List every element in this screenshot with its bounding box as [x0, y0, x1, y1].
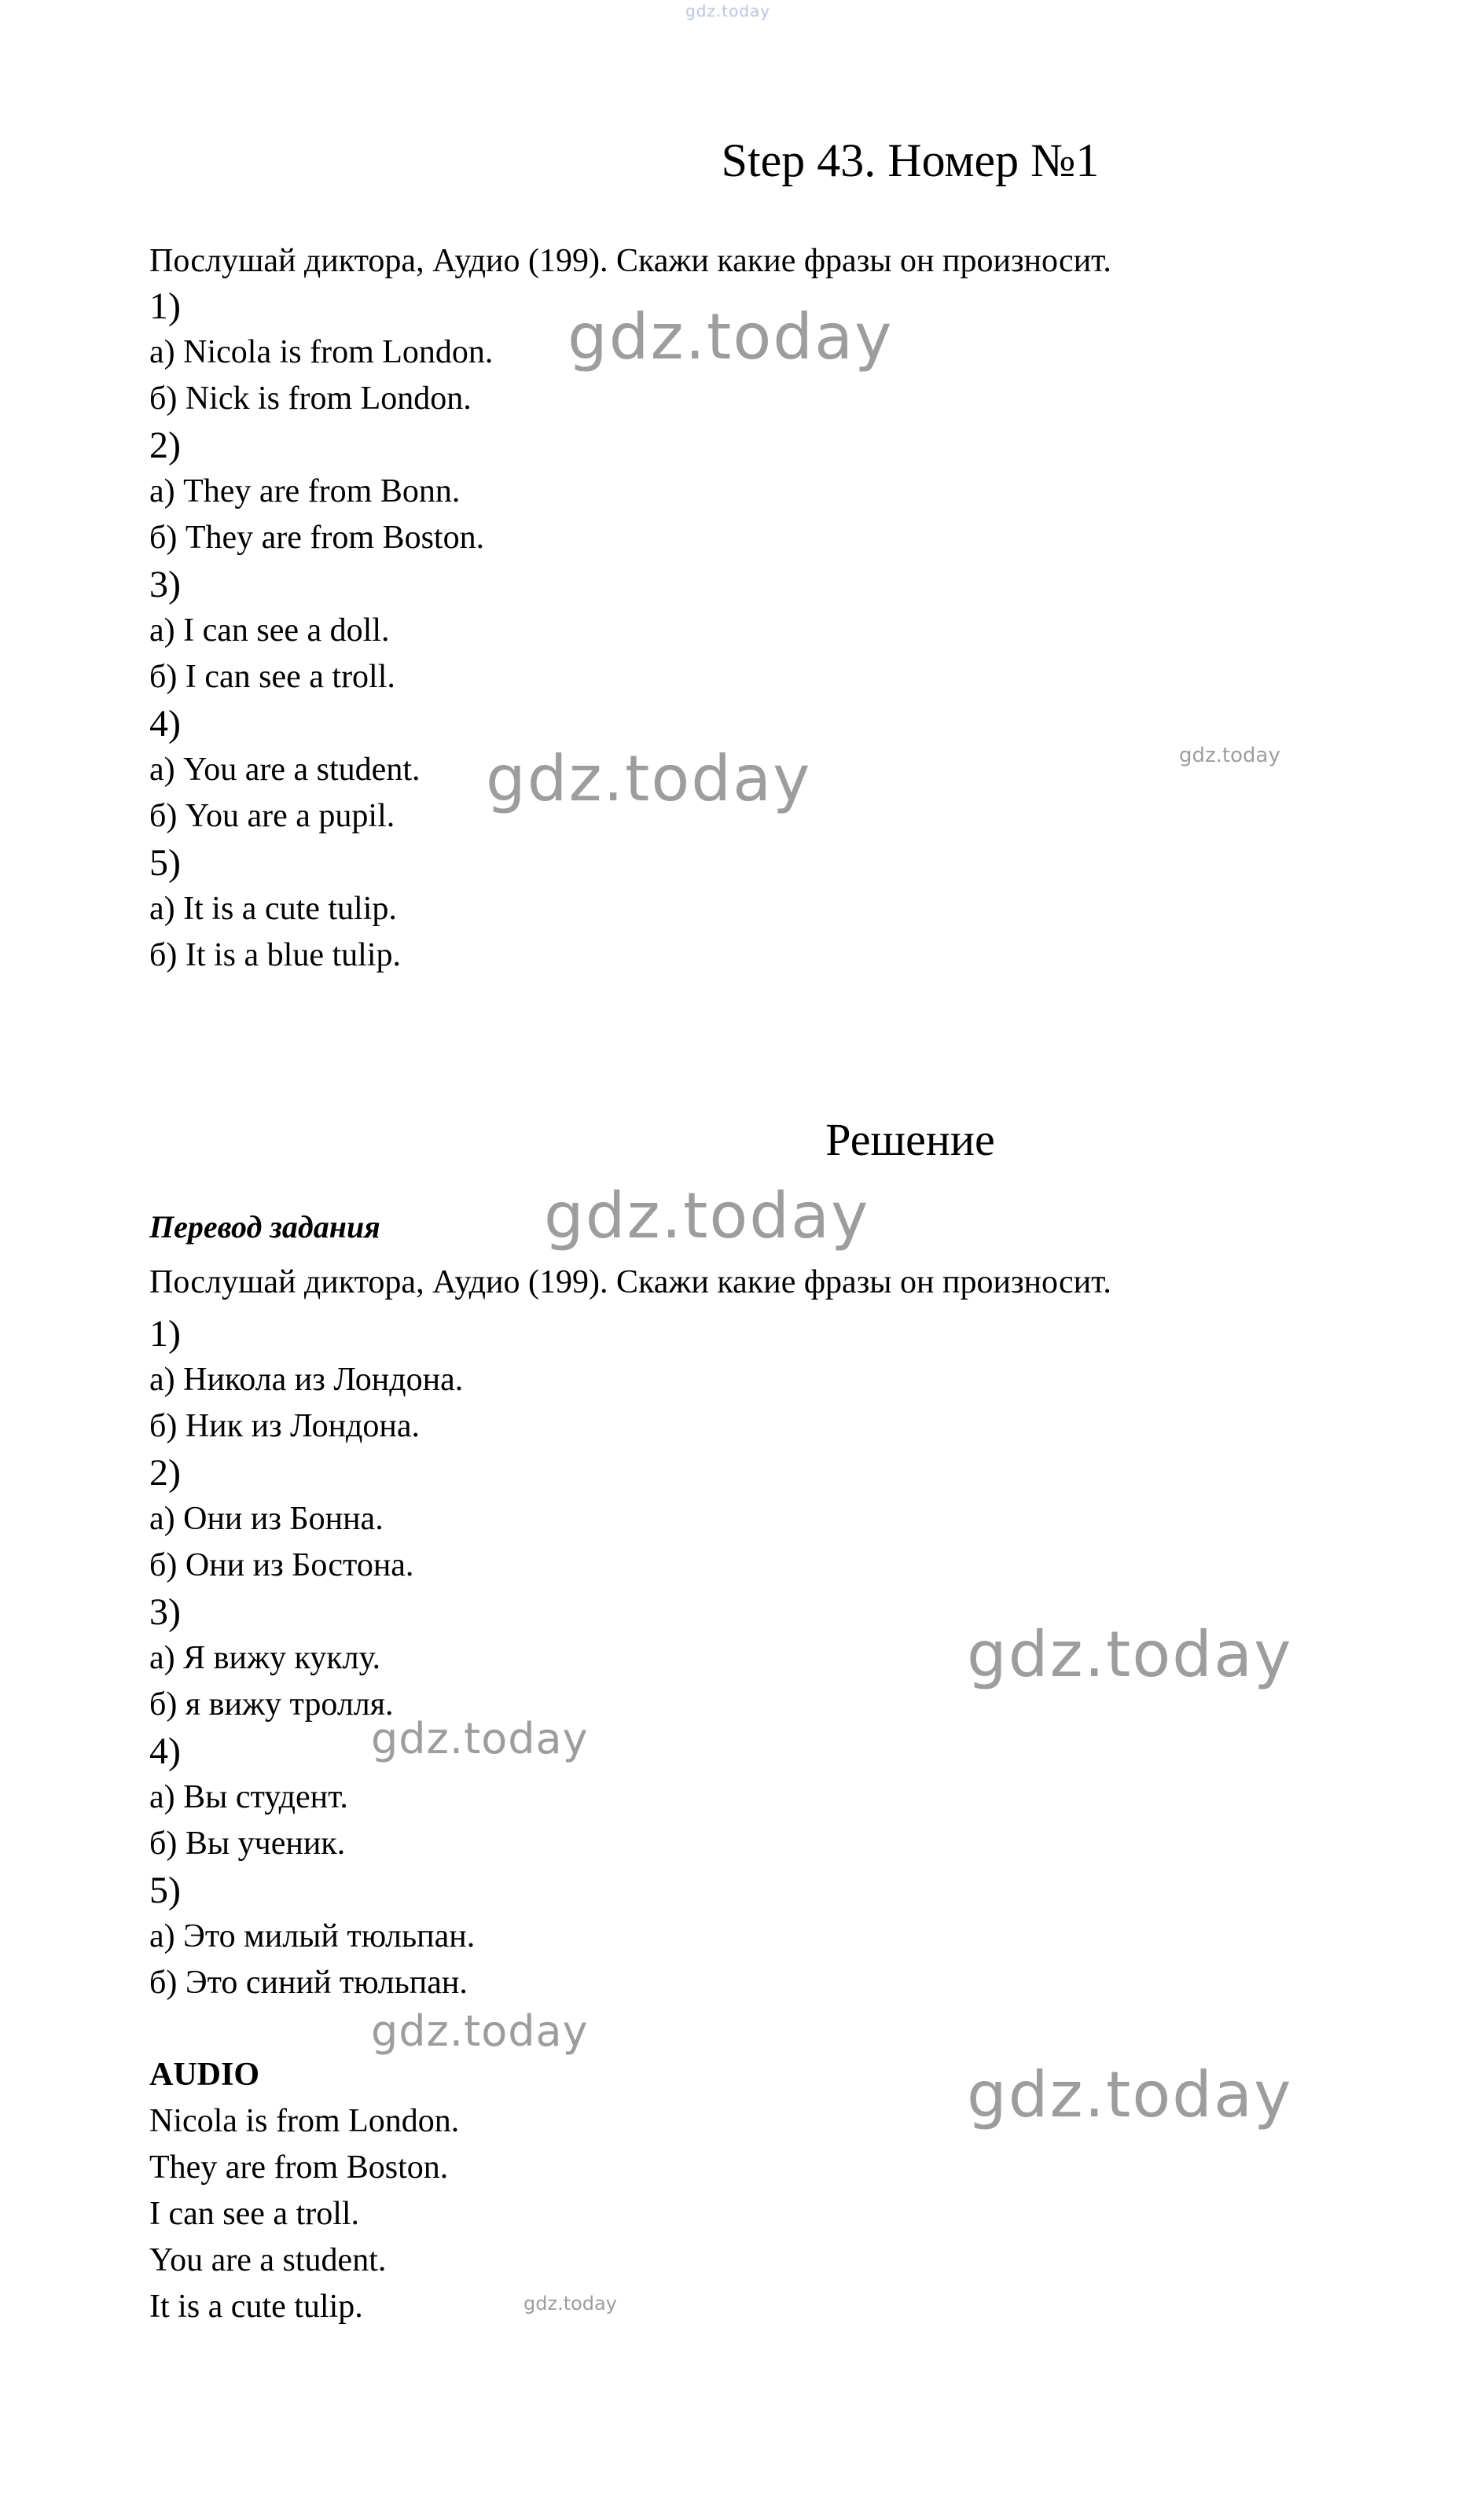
watermark-gdz-today: gdz.today	[523, 2293, 617, 2315]
number-line: 2)	[149, 425, 181, 466]
option-line: а) Nicola is from London.	[149, 334, 494, 370]
watermark-gdz-today: gdz.today	[568, 300, 894, 373]
number-line: 5)	[149, 842, 181, 884]
audio-label: AUDIO	[149, 2057, 260, 2093]
audio-line: You are a student.	[149, 2242, 387, 2278]
option-line: б) I can see a troll.	[149, 659, 395, 695]
option-line: б) It is a blue tulip.	[149, 937, 401, 973]
option-line: б) Вы ученик.	[149, 1826, 346, 1862]
option-line: б) я вижу тролля.	[149, 1686, 394, 1723]
option-line: а) You are a student.	[149, 752, 421, 788]
option-line: б) Они из Бостона.	[149, 1547, 414, 1583]
option-line: б) Nick is from London.	[149, 381, 472, 417]
option-line: а) Никола из Лондона.	[149, 1362, 464, 1398]
task-instruction: Послушай диктора, Аудио (199). Скажи какие фразы он произносит.	[149, 243, 1111, 279]
number-line: 3)	[149, 1591, 181, 1633]
option-line: а) I can see a doll.	[149, 612, 390, 649]
watermark-gdz-today: gdz.today	[371, 2006, 589, 2056]
option-line: а) Это милый тюльпан.	[149, 1918, 476, 1954]
number-line: 2)	[149, 1452, 181, 1494]
number-line: 1)	[149, 285, 181, 327]
audio-line: It is a cute tulip.	[149, 2289, 363, 2325]
option-line: б) You are a pupil.	[149, 798, 395, 834]
number-line: 4)	[149, 703, 181, 745]
watermark-gdz-today: gdz.today	[967, 1618, 1293, 1691]
watermark-gdz-today: gdz.today	[967, 2058, 1293, 2131]
audio-line: I can see a troll.	[149, 2196, 360, 2232]
number-line: 1)	[149, 1313, 181, 1355]
solution-heading: Решение	[825, 1114, 995, 1165]
option-line: а) Я вижу куклу.	[149, 1640, 380, 1676]
option-line: б) They are from Boston.	[149, 520, 485, 556]
audio-transcript	[149, 2098, 1484, 2330]
page-title: Step 43. Номер №1	[721, 134, 1100, 186]
option-line: б) Ник из Лондона.	[149, 1408, 421, 1444]
audio-line: Nicola is from London.	[149, 2103, 460, 2139]
option-line: а) Они из Бонна.	[149, 1501, 384, 1537]
number-line: 4)	[149, 1730, 181, 1772]
number-line: 3)	[149, 564, 181, 605]
watermark-gdz-today: gdz.today	[685, 2, 771, 20]
audio-line: They are from Boston.	[149, 2149, 449, 2186]
watermark-gdz-today: gdz.today	[486, 742, 812, 815]
translation-label: Перевод задания	[149, 1209, 380, 1245]
number-line: 5)	[149, 1870, 181, 1911]
watermark-gdz-today: gdz.today	[371, 1714, 589, 1763]
option-line: а) They are from Bonn.	[149, 473, 461, 509]
task-instruction-repeat: Послушай диктора, Аудио (199). Скажи какие фразы он произносит.	[149, 1264, 1111, 1300]
option-line: а) It is a cute tulip.	[149, 891, 397, 927]
task-options-russian	[149, 1311, 1484, 2006]
task-options-english	[149, 283, 1484, 979]
option-line: б) Это синий тюльпан.	[149, 1965, 468, 2001]
watermark-gdz-today: gdz.today	[544, 1179, 870, 1252]
option-line: а) Вы студент.	[149, 1779, 348, 1815]
document-content	[149, 0, 1484, 2330]
watermark-gdz-today: gdz.today	[1179, 744, 1280, 767]
